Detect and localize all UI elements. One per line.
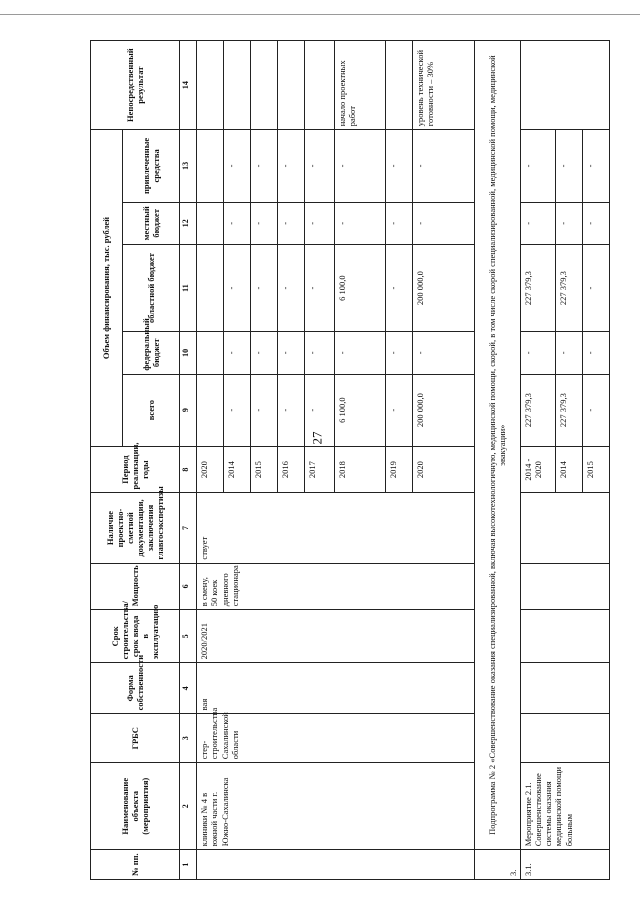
header-attracted: привлеченные средства xyxy=(122,130,180,202)
col-number: 11 xyxy=(180,245,197,332)
cell-attracted: - xyxy=(305,130,335,202)
cell-result: начало проектных работ xyxy=(334,41,385,130)
cell-local: - xyxy=(555,202,582,244)
cell-federal: - xyxy=(555,332,582,374)
cell-year: 2019 xyxy=(385,446,412,493)
header-term: Срок строительства/срок ввода в эксплуатацию xyxy=(91,610,180,663)
header-result: Непосредственный результат xyxy=(91,41,180,130)
cell-result xyxy=(385,41,412,130)
col-number: 3 xyxy=(180,714,197,763)
object-grbs-prefix: стер- xyxy=(199,740,210,760)
col-number: 10 xyxy=(180,332,197,374)
cell-federal: - xyxy=(278,332,305,374)
header-federal: федеральный бюджет xyxy=(122,332,180,374)
cell-year: 2015 xyxy=(582,446,609,493)
cell-attracted: - xyxy=(278,130,305,202)
cell-year: 2015 xyxy=(251,446,278,493)
cell-federal: - xyxy=(582,332,609,374)
cell-federal: - xyxy=(224,332,251,374)
cell-total: 227 379,3 xyxy=(555,374,582,446)
col-number: 7 xyxy=(180,493,197,563)
object-grbs-text: строительства Сахалинской области xyxy=(209,707,240,760)
cell-regional: 6 100,0 xyxy=(334,245,385,332)
object-grbs xyxy=(197,707,475,763)
scan-edge-line xyxy=(0,14,640,15)
table-canvas xyxy=(90,40,610,880)
cell-attracted: - xyxy=(582,130,609,202)
cell-year: 2014 xyxy=(224,446,251,493)
cell-attracted: - xyxy=(555,130,582,202)
header-period: Период реализации, годы xyxy=(91,446,180,493)
cell-local: - xyxy=(412,202,474,244)
cell-local: - xyxy=(224,202,251,244)
section-title: Подпрограмма № 2 «Совершенствование оказания специализированной, включая высокотехнологичную, медицинской помощи, скорой, в том числе скорой специализированной, медицинской помощи, медицинской эвакуации» xyxy=(474,41,520,850)
cell-attracted: - xyxy=(385,130,412,202)
header-funding: Объем финансирования, тыс. рублей xyxy=(91,130,123,446)
object-power: в смену, 50 коек дневного стационара xyxy=(197,563,475,610)
cell-regional: - xyxy=(305,245,335,332)
cell-result: уровень технической готовности – 30% xyxy=(412,41,474,130)
col-number: 14 xyxy=(180,41,197,130)
object-form: вая xyxy=(197,663,475,714)
table-row xyxy=(197,41,224,880)
header-docs: Наличие проектно-сметной документации, заключения главгосэкспертизы xyxy=(91,493,180,563)
cell-local: - xyxy=(278,202,305,244)
cell-total: - xyxy=(251,374,278,446)
cell-total: - xyxy=(224,374,251,446)
cell-year: 2020 xyxy=(412,446,474,493)
col-number: 2 xyxy=(180,763,197,850)
cell-regional: - xyxy=(224,245,251,332)
cell-result xyxy=(278,41,305,130)
cell-attracted xyxy=(197,130,224,202)
cell-total: 200 000,0 xyxy=(412,374,474,446)
col-number: 13 xyxy=(180,130,197,202)
header-total: всего xyxy=(122,374,180,446)
cell-local: - xyxy=(520,202,555,244)
cell-year: 2020 xyxy=(197,446,224,493)
header-power: Мощность xyxy=(91,563,180,610)
cell-local: - xyxy=(251,202,278,244)
col-number: 6 xyxy=(180,563,197,610)
cell-year: 2016 xyxy=(278,446,305,493)
cell-total: - xyxy=(582,374,609,446)
cell-federal: - xyxy=(334,332,385,374)
object-name: клиники № 4 в южной части г. Южно-Сахалинска xyxy=(197,763,475,850)
page-number: 27 xyxy=(309,431,325,445)
cell-federal: - xyxy=(520,332,555,374)
col-number: 12 xyxy=(180,202,197,244)
table-row xyxy=(520,41,555,880)
header-grbs: ГРБС xyxy=(91,714,180,763)
cell-year: 2014 - 2020 xyxy=(520,446,555,493)
cell-attracted: - xyxy=(251,130,278,202)
cell-year: 2014 xyxy=(555,446,582,493)
object-docs: ствует xyxy=(197,493,475,563)
cell-result xyxy=(305,41,335,130)
header-name: Наименование объекта (мероприятия) xyxy=(91,763,180,850)
cell-year: 2017 xyxy=(305,446,335,493)
cell-result xyxy=(251,41,278,130)
section-no: 3. xyxy=(474,850,520,880)
cell-federal: - xyxy=(251,332,278,374)
cell-total xyxy=(197,374,224,446)
cell-regional: 227 379,3 xyxy=(555,245,582,332)
measure-no: 3.1. xyxy=(520,850,609,880)
cell-total: 6 100,0 xyxy=(334,374,385,446)
cell-total: - xyxy=(278,374,305,446)
header-no: № пп. xyxy=(91,850,180,880)
col-number: 9 xyxy=(180,374,197,446)
cell-total: - xyxy=(305,374,335,446)
cell-federal xyxy=(197,332,224,374)
col-number: 5 xyxy=(180,610,197,663)
col-number: 8 xyxy=(180,446,197,493)
financing-table xyxy=(90,40,610,880)
measure-name: Мероприятие 2.1. Совершенствование системы оказания медицинской помощи больным xyxy=(520,763,609,850)
cell-federal: - xyxy=(305,332,335,374)
cell-result xyxy=(224,41,251,130)
cell-local: - xyxy=(582,202,609,244)
cell-regional: - xyxy=(582,245,609,332)
header-regional: областной бюджет xyxy=(122,245,180,332)
cell-year: 2018 xyxy=(334,446,385,493)
cell-local xyxy=(197,202,224,244)
col-number: 4 xyxy=(180,663,197,714)
header-local: местный бюджет xyxy=(122,202,180,244)
cell-attracted: - xyxy=(224,130,251,202)
cell-regional: - xyxy=(278,245,305,332)
cell-total: 227 379,3 xyxy=(520,374,555,446)
cell-total: - xyxy=(385,374,412,446)
cell-attracted: - xyxy=(520,130,555,202)
cell-attracted: - xyxy=(334,130,385,202)
object-term: 2020/2021 xyxy=(197,610,475,663)
cell-regional: - xyxy=(385,245,412,332)
cell-local: - xyxy=(385,202,412,244)
cell-federal: - xyxy=(385,332,412,374)
cell-attracted: - xyxy=(412,130,474,202)
header-form: Форма собственности xyxy=(91,663,180,714)
cell-regional: 200 000,0 xyxy=(412,245,474,332)
cell-regional xyxy=(197,245,224,332)
cell-federal: - xyxy=(412,332,474,374)
rotated-table-frame xyxy=(90,40,610,880)
cell-result xyxy=(197,41,224,130)
cell-local: - xyxy=(305,202,335,244)
section-row xyxy=(474,41,520,880)
cell-local: - xyxy=(334,202,385,244)
cell-regional: - xyxy=(251,245,278,332)
cell-regional: 227 379,3 xyxy=(520,245,555,332)
col-number: 1 xyxy=(180,850,197,880)
